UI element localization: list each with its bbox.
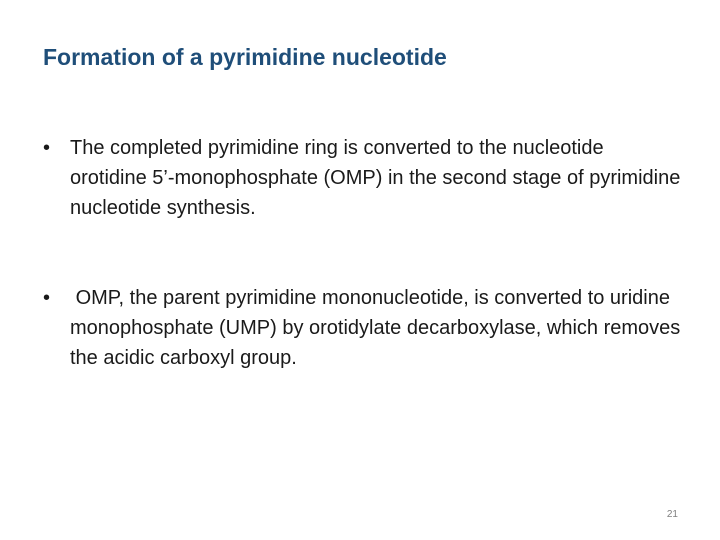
bullet-text: The completed pyrimidine ring is converted to the nucleotide orotidine 5’-monophosphate (OMP) in the second stage of pyrimidine nucleotide synthesis.: [70, 137, 681, 219]
bullet-item: [43, 283, 686, 373]
slide-title: Formation of a pyrimidine nucleotide: [43, 44, 447, 70]
bullet-marker: •: [43, 137, 51, 159]
page-number: 21: [666, 509, 678, 520]
bullet-marker: •: [43, 287, 51, 309]
bullet-item: [43, 133, 683, 223]
bullet-text: OMP, the parent pyrimidine mononucleotide, is converted to uridine monophosphate (UMP) by orotidylate decarboxylase, which removes the acidic carboxyl group.: [70, 287, 686, 369]
